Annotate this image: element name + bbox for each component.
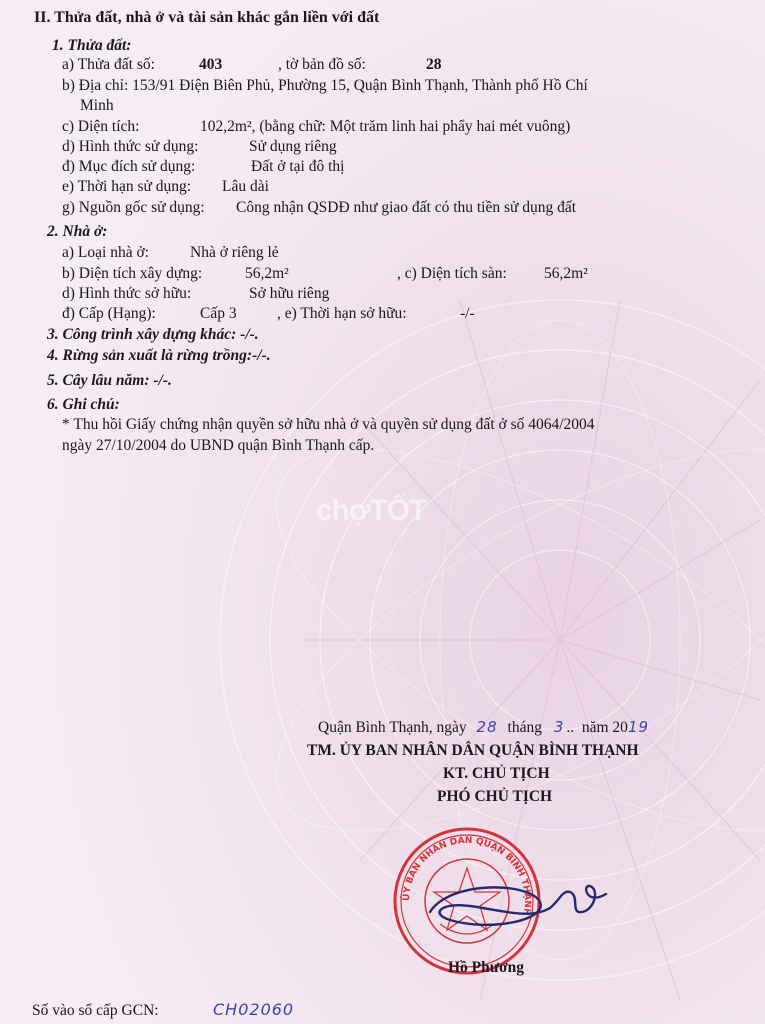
grade-label: đ) Cấp (Hạng): [62, 305, 156, 322]
area-value: 102,2m², (bằng chữ: Một trăm linh hai phẩy hai mét vuông) [200, 118, 571, 135]
map-label: , tờ bản đồ số: [278, 56, 366, 73]
house-heading: 2. Nhà ở: [47, 223, 108, 240]
notes-heading: 6. Ghi chú: [47, 396, 120, 413]
sign-month: 3 [553, 718, 565, 736]
floor-area-label: , c) Diện tích sàn: [397, 265, 507, 282]
use-form-label: d) Hình thức sử dụng: [62, 138, 199, 155]
watermark: chợTỐT [316, 494, 427, 527]
registry-number: CH02060 [213, 1000, 295, 1019]
place-date-prefix: Quận Bình Thạnh, ngày [318, 719, 467, 736]
address-line2: Minh [80, 97, 114, 114]
place-date: Quận Bình Thạnh, ngày 28 tháng 3 .. năm 2019 [318, 718, 650, 736]
other-works: 3. Công trình xây dựng khác: -/-. [47, 326, 259, 343]
own-term-label: , e) Thời hạn sở hữu: [277, 305, 407, 322]
forest: 4. Rừng sản xuất là rừng trồng:-/-. [47, 347, 271, 364]
signature [410, 850, 620, 970]
house-type-label: a) Loại nhà ở: [62, 244, 149, 261]
build-area-value: 56,2m² [245, 265, 289, 282]
own-form-value: Sở hữu riêng [249, 285, 330, 302]
signer-name: Hồ Phương [448, 959, 525, 976]
sign-day: 28 [476, 718, 498, 736]
area-label: c) Diện tích: [62, 118, 140, 135]
term-value: Lâu dài [222, 178, 269, 195]
year-label: năm 20 [581, 719, 628, 736]
map-number: 28 [426, 56, 442, 73]
perennial-trees: 5. Cây lâu năm: -/-. [47, 372, 172, 389]
own-form-label: d) Hình thức sở hữu: [62, 285, 192, 302]
authority: TM. ỦY BAN NHÂN DÂN QUẬN BÌNH THẠNH [307, 742, 639, 759]
section-title: II. Thửa đất, nhà ở và tài sản khác gắn liền với đất [34, 9, 380, 26]
parcel-label: a) Thửa đất số: [62, 56, 155, 73]
origin-value: Công nhận QSDĐ như giao đất có thu tiền sử dụng đất [236, 199, 577, 216]
purpose-label: đ) Mục đích sử dụng: [62, 158, 196, 175]
grade-value: Cấp 3 [200, 305, 237, 322]
land-heading: 1. Thửa đất: [52, 37, 132, 54]
term-label: e) Thời hạn sử dụng: [62, 178, 192, 195]
on-behalf: KT. CHỦ TỊCH [443, 765, 550, 782]
origin-label: g) Nguồn gốc sử dụng: [62, 199, 205, 216]
notes-line2: ngày 27/10/2004 do UBND quận Bình Thạnh cấp. [62, 437, 375, 454]
parcel-number: 403 [199, 56, 223, 73]
seal-text: ỦY BAN NHÂN DÂN QUẬN BÌNH THẠNH [401, 835, 533, 917]
use-form-value: Sử dụng riêng [249, 138, 337, 155]
year-suffix: 19 [627, 718, 650, 736]
address-line1: b) Địa chỉ: 153/91 Điện Biên Phủ, Phường 15, Quận Bình Thạnh, Thành phố Hồ Chí [62, 77, 588, 94]
own-term-value: -/- [460, 305, 475, 322]
month-label: tháng [507, 719, 542, 736]
floor-area-value: 56,2m² [544, 265, 588, 282]
position: PHÓ CHỦ TỊCH [437, 788, 553, 805]
registry-label: Số vào sổ cấp GCN: [32, 1002, 159, 1019]
purpose-value: Đất ở tại đô thị [251, 158, 345, 175]
build-area-label: b) Diện tích xây dựng: [62, 265, 203, 282]
notes-line1: * Thu hồi Giấy chứng nhận quyền sở hữu nhà ở và quyền sử dụng đất ở số 4064/2004 [62, 416, 595, 433]
house-type-value: Nhà ở riêng lẻ [190, 244, 279, 261]
